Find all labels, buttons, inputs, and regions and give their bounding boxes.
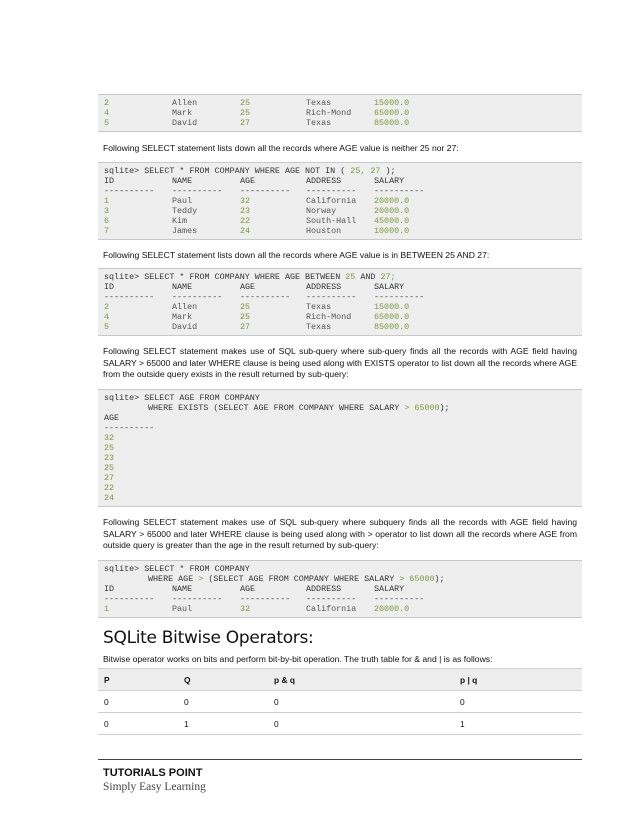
prompt: sqlite> [104, 393, 140, 403]
table-row [98, 473, 582, 483]
cell-name: David [172, 322, 198, 332]
cell-salary: 20000.0 [374, 604, 410, 614]
table-row [98, 604, 582, 614]
sql-command-line [98, 574, 582, 584]
cell-salary: 85000.0 [374, 118, 410, 128]
cell-age: 25 [240, 98, 251, 108]
header-salary: SALARY [374, 282, 405, 292]
cell-address: Norway [306, 206, 337, 216]
header-age: AGE [240, 282, 256, 292]
cell-age: 25 [240, 312, 251, 322]
header-salary: SALARY [374, 584, 405, 594]
cell-address: California [306, 604, 357, 614]
header-address: ADDRESS [306, 176, 342, 186]
cell-address: Texas [306, 322, 332, 332]
cell-address: Rich-Mond [306, 312, 352, 322]
cell-p: 0 [98, 691, 178, 713]
header-id: ID [104, 176, 115, 186]
table-row [98, 322, 582, 332]
header-p: P [98, 669, 178, 691]
header-id: ID [104, 584, 115, 594]
cell-address: Texas [306, 98, 332, 108]
separator: ---------- [240, 186, 291, 196]
cell-age: 25 [104, 463, 115, 473]
cell-salary: 65000.0 [374, 312, 410, 322]
cell-id: 1 [104, 196, 110, 206]
sql-text: ); [385, 166, 396, 176]
cell-age: 27 [104, 473, 115, 483]
sql-operator: > [399, 574, 405, 584]
cell-p-or-q: 1 [454, 713, 582, 735]
cell-id: 4 [104, 108, 110, 118]
cell-id: 2 [104, 302, 110, 312]
separator: ---------- [306, 186, 357, 196]
cell-q: 0 [178, 691, 268, 713]
table-header-row [98, 282, 582, 292]
table-row [98, 216, 582, 226]
cell-age: 27 [240, 118, 251, 128]
code-block-not-in [98, 162, 582, 240]
table-row [98, 226, 582, 236]
cell-salary: 20000.0 [374, 196, 410, 206]
separator: ---------- [240, 594, 291, 604]
cell-id: 7 [104, 226, 110, 236]
table-row [98, 312, 582, 322]
cell-p-and-q: 0 [268, 691, 454, 713]
table-header-row [98, 176, 582, 186]
header-salary: SALARY [374, 176, 405, 186]
cell-id: 1 [104, 604, 110, 614]
cell-age: 32 [240, 196, 251, 206]
code-block-between [98, 268, 582, 336]
header-age: AGE [240, 176, 256, 186]
header-q: Q [178, 669, 268, 691]
cell-salary: 65000.0 [374, 108, 410, 118]
cell-salary: 85000.0 [374, 322, 410, 332]
code-block-subquery [98, 560, 582, 618]
sql-number: 25, 27 [350, 166, 381, 176]
cell-age: 25 [240, 302, 251, 312]
cell-age: 32 [240, 604, 251, 614]
sql-command-line [98, 272, 582, 282]
separator: ---------- [172, 186, 223, 196]
separator: ---------- [374, 186, 425, 196]
cell-address: Texas [306, 302, 332, 312]
table-row [98, 691, 582, 713]
separator-row [98, 292, 582, 302]
cell-age: 22 [240, 216, 251, 226]
sql-text: AND [360, 272, 376, 282]
separator: ---------- [306, 594, 357, 604]
separator: ---------- [172, 594, 223, 604]
sql-text: WHERE AGE [148, 574, 194, 584]
table-row [98, 483, 582, 493]
separator: ---------- [104, 594, 155, 604]
table-header-row [98, 669, 582, 691]
paragraph: Following SELECT statement makes use of SQL sub-query where subquery finds all the records with AGE field having SALARY > 65000 and later WHERE clause is being used along with > operator to list down all the records where AGE from outside query is greater than the age in the result returned by sub-query: [103, 517, 577, 550]
cell-name: Paul [172, 604, 193, 614]
sql-number: 27; [380, 272, 396, 282]
table-row [98, 118, 582, 128]
header-name: NAME [172, 584, 193, 594]
section-heading: SQLite Bitwise Operators: [103, 628, 314, 648]
sql-text: ); [439, 403, 450, 413]
prompt: sqlite> [104, 272, 140, 282]
prompt: sqlite> [104, 166, 140, 176]
sql-text: ); [434, 574, 445, 584]
header-id: ID [104, 282, 115, 292]
separator: ---------- [172, 292, 223, 302]
table-row [98, 206, 582, 216]
table-row [98, 453, 582, 463]
table-row [98, 433, 582, 443]
cell-name: Mark [172, 312, 193, 322]
cell-p-or-q: 0 [454, 691, 582, 713]
cell-age: 32 [104, 433, 115, 443]
cell-salary: 45000.0 [374, 216, 410, 226]
header-age: AGE [104, 413, 120, 423]
cell-id: 2 [104, 98, 110, 108]
footer-subtitle: Simply Easy Learning [103, 781, 206, 793]
table-row [98, 196, 582, 206]
table-row [98, 108, 582, 118]
table-row [98, 302, 582, 312]
sql-command-line [98, 564, 582, 574]
cell-p: 0 [98, 713, 178, 735]
cell-name: Kim [172, 216, 188, 226]
cell-address: California [306, 196, 357, 206]
sql-operator: > [404, 403, 410, 413]
paragraph: Following SELECT statement lists down all the records where AGE value is in BETWEEN 25 AND 27: [103, 250, 490, 260]
cell-age: 25 [240, 108, 251, 118]
cell-age: 24 [104, 493, 115, 503]
sql-command-line [98, 393, 582, 403]
table-row [98, 493, 582, 503]
sql-text: SELECT * FROM COMPANY WHERE AGE BETWEEN [144, 272, 341, 282]
separator: ---------- [306, 292, 357, 302]
cell-q: 1 [178, 713, 268, 735]
table-row [98, 463, 582, 473]
cell-id: 4 [104, 312, 110, 322]
table-header-row [98, 413, 582, 423]
separator: ---------- [240, 292, 291, 302]
cell-name: David [172, 118, 198, 128]
cell-name: James [172, 226, 198, 236]
code-block-exists [98, 389, 582, 507]
separator-row [98, 186, 582, 196]
footer-title: TUTORIALS POINT [103, 767, 203, 779]
header-address: ADDRESS [306, 584, 342, 594]
cell-id: 6 [104, 216, 110, 226]
cell-address: South-Hall [306, 216, 357, 226]
sql-number: 65000 [414, 403, 440, 413]
cell-name: Allen [172, 98, 198, 108]
separator: ---------- [104, 186, 155, 196]
sql-number: 65000 [409, 574, 435, 584]
cell-address: Texas [306, 118, 332, 128]
header-age: AGE [240, 584, 256, 594]
paragraph: Bitwise operator works on bits and perform bit-by-bit operation. The truth table for & and | is as follows: [103, 654, 493, 664]
table-row [98, 443, 582, 453]
separator: ---------- [104, 292, 155, 302]
cell-name: Mark [172, 108, 193, 118]
prompt: sqlite> [104, 564, 140, 574]
separator-row [98, 594, 582, 604]
cell-name: Teddy [172, 206, 198, 216]
footer-divider [98, 759, 582, 760]
cell-salary: 10000.0 [374, 226, 410, 236]
separator: ---------- [374, 594, 425, 604]
cell-id: 5 [104, 118, 110, 128]
cell-salary: 20000.0 [374, 206, 410, 216]
cell-id: 5 [104, 322, 110, 332]
header-name: NAME [172, 176, 193, 186]
paragraph: Following SELECT statement lists down all the records where AGE value is neither 25 nor 27: [103, 143, 459, 153]
cell-age: 23 [104, 453, 115, 463]
separator-row [98, 423, 582, 433]
cell-age: 24 [240, 226, 251, 236]
cell-address: Houston [306, 226, 342, 236]
cell-salary: 15000.0 [374, 302, 410, 312]
header-p-and-q: p & q [268, 669, 454, 691]
cell-age: 27 [240, 322, 251, 332]
cell-address: Rich-Mond [306, 108, 352, 118]
paragraph: Following SELECT statement makes use of SQL sub-query where sub-query finds all the records with AGE field having SALARY > 65000 and later WHERE clause is being used along with EXISTS operator to list down all the records where AGE from the outside query exists in the result returned by sub-query: [103, 346, 577, 379]
sql-text: SELECT AGE FROM COMPANY [144, 393, 260, 403]
header-name: NAME [172, 282, 193, 292]
header-address: ADDRESS [306, 282, 342, 292]
code-block-result-continued [98, 94, 582, 132]
cell-age: 22 [104, 483, 115, 493]
table-row [98, 713, 582, 735]
truth-table [98, 668, 582, 735]
cell-age: 23 [240, 206, 251, 216]
cell-id: 3 [104, 206, 110, 216]
sql-text: WHERE EXISTS (SELECT AGE FROM COMPANY WHERE SALARY [148, 403, 400, 413]
sql-text: SELECT * FROM COMPANY WHERE AGE NOT IN ( [144, 166, 346, 176]
cell-salary: 15000.0 [374, 98, 410, 108]
separator: ---------- [374, 292, 425, 302]
table-row [98, 98, 582, 108]
separator: ---------- [104, 423, 155, 433]
cell-p-and-q: 0 [268, 713, 454, 735]
cell-age: 25 [104, 443, 115, 453]
sql-operator: > [198, 574, 204, 584]
cell-name: Paul [172, 196, 193, 206]
table-header-row [98, 584, 582, 594]
sql-number: 25 [345, 272, 356, 282]
sql-command-line [98, 403, 582, 413]
cell-name: Allen [172, 302, 198, 312]
sql-text: (SELECT AGE FROM COMPANY WHERE SALARY [208, 574, 395, 584]
sql-command-line [98, 166, 582, 176]
sql-text: SELECT * FROM COMPANY [144, 564, 250, 574]
header-p-or-q: p | q [454, 669, 582, 691]
